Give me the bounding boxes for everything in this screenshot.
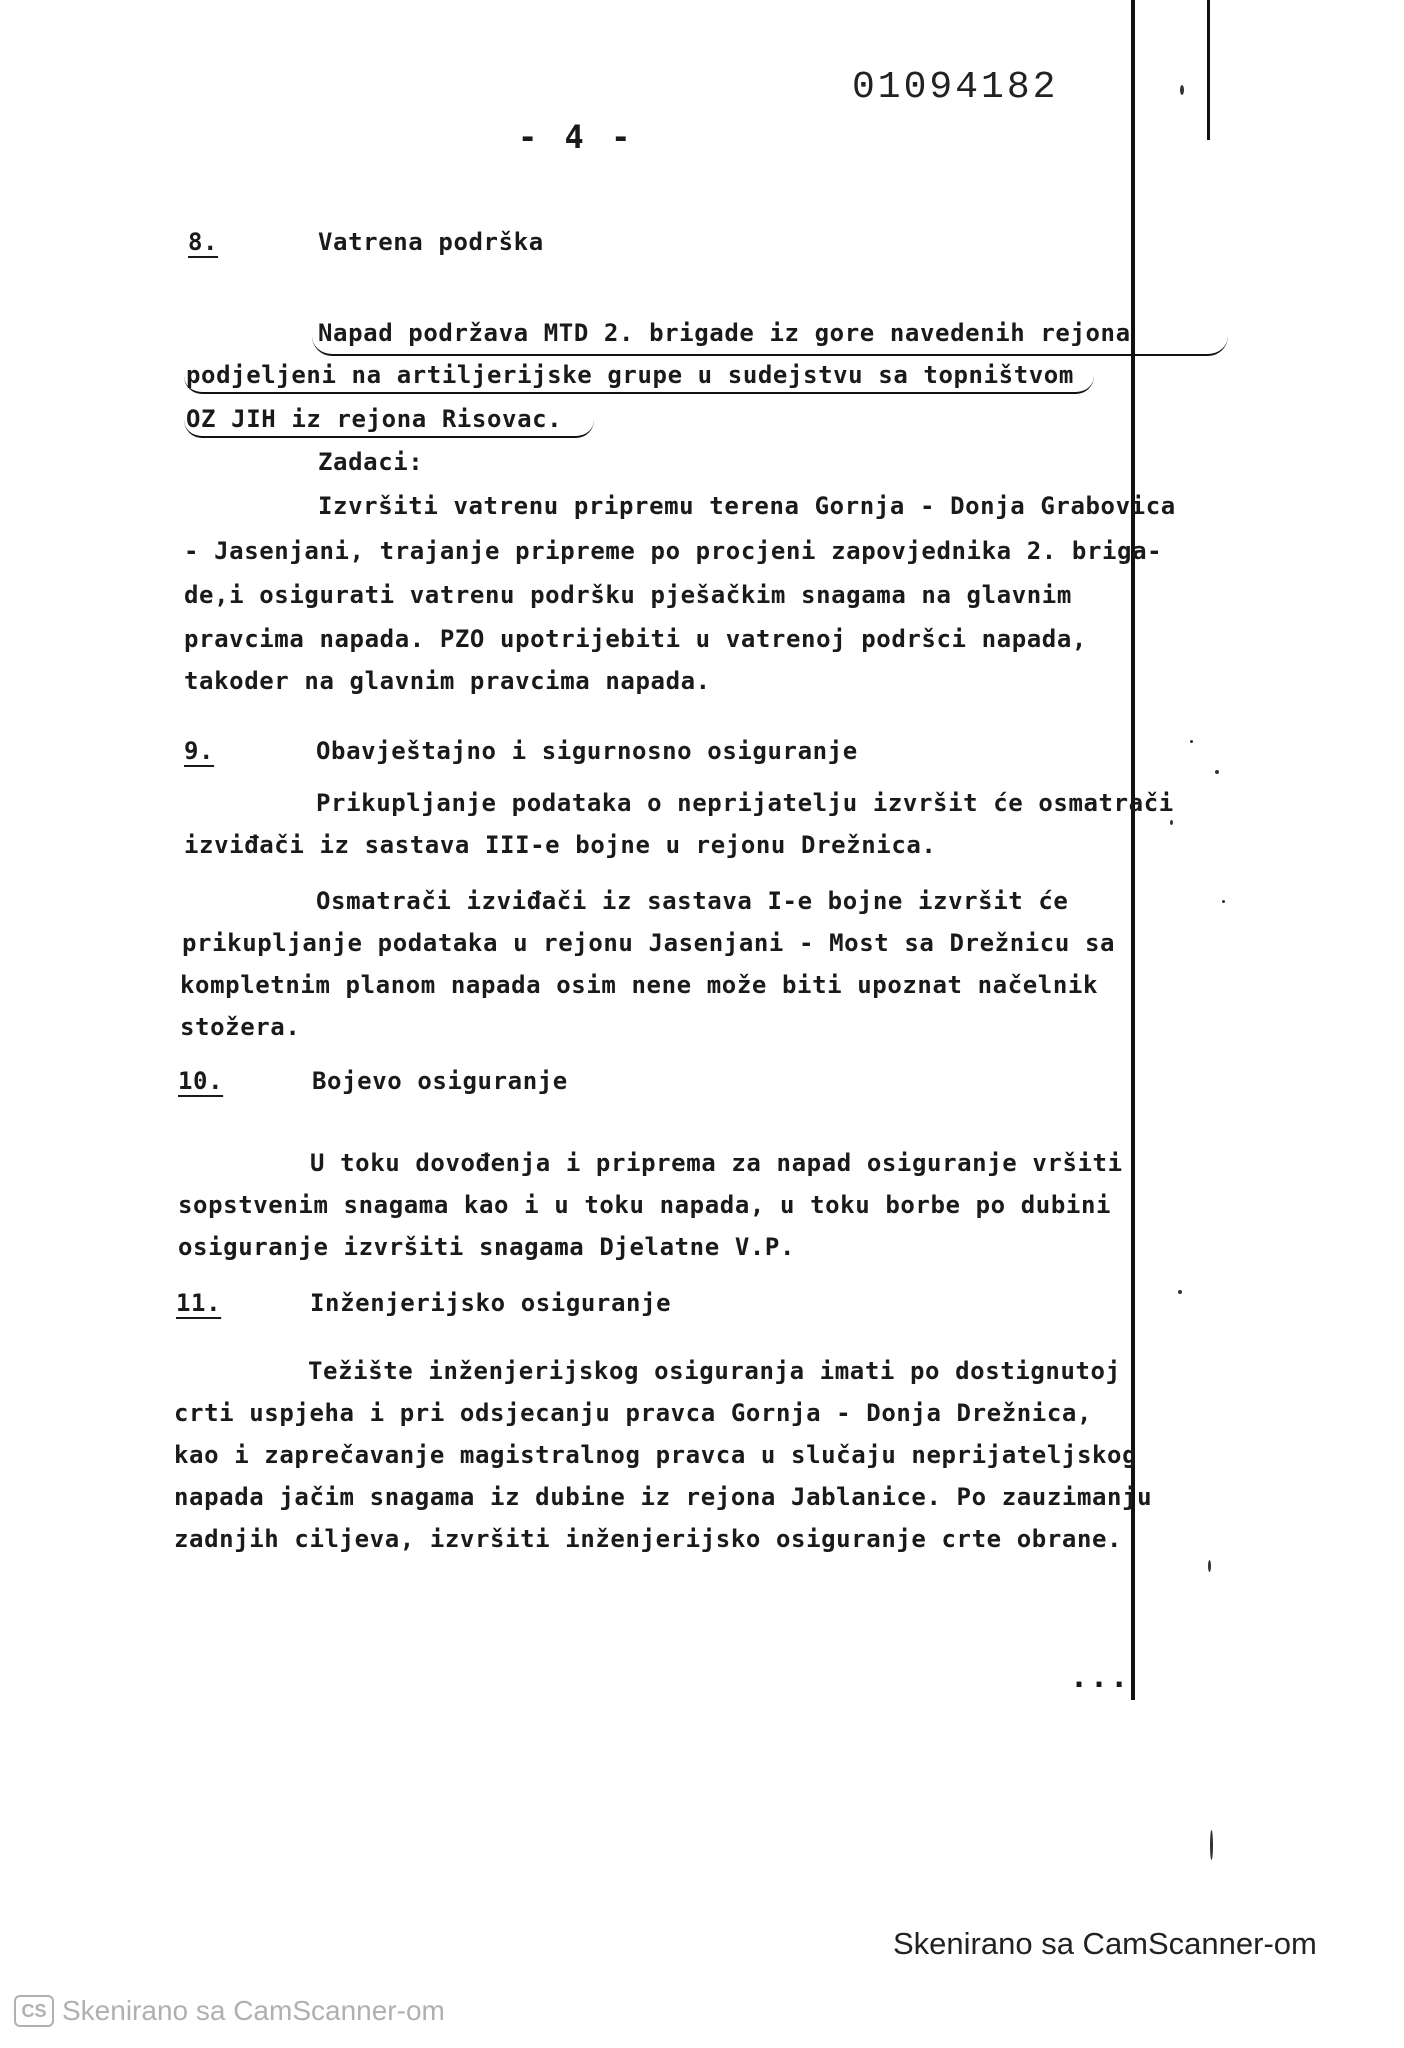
handwritten-underline	[312, 336, 1228, 356]
page-number: - 4 -	[518, 118, 635, 156]
section-9-line: Prikupljanje podataka o neprijatelju izvršit će osmatrači	[316, 789, 1174, 817]
section-8-line: Zadaci:	[318, 448, 424, 476]
section-9-line: Osmatrači izviđači iz sastava I-e bojne izvršit će	[316, 887, 1069, 915]
section-9-line: stožera.	[180, 1013, 301, 1041]
section-8-line: de,i osigurati vatrenu podršku pješačkim snagama na glavnim	[184, 581, 1072, 609]
section-8-line: takoder na glavnim pravcima napada.	[184, 667, 711, 695]
scan-speck	[1170, 820, 1173, 825]
scan-speck	[1178, 1290, 1182, 1294]
handwritten-underline	[184, 420, 594, 438]
scan-speck	[1190, 740, 1193, 743]
section-11-line: Težište inženjerijskog osiguranja imati po dostignutoj	[308, 1357, 1121, 1385]
section-8-line: pravcima napada. PZO upotrijebiti u vatrenoj podršci napada,	[184, 625, 1087, 653]
section-9-line: kompletnim planom napada osim nene može biti upoznat načelnik	[180, 971, 1099, 999]
section-9-title: Obavještajno i sigurnosno osiguranje	[316, 737, 858, 765]
section-10-line: osiguranje izvršiti snagama Djelatne V.P.	[178, 1233, 796, 1261]
section-8-line: - Jasenjani, trajanje pripreme po procjeni zapovjednika 2. briga-	[184, 537, 1163, 565]
section-11-line: crti uspjeha i pri odsjecanju pravca Gornja - Donja Drežnica,	[174, 1399, 1093, 1427]
section-11-line: napada jačim snagama iz dubine iz rejona Jablanice. Po zauzimanju	[174, 1483, 1153, 1511]
section-11-number: 11.	[176, 1289, 222, 1317]
section-8-line: Izvršiti vatrenu pripremu terena Gornja - Donja Grabovica	[318, 492, 1176, 520]
section-11-line: kao i zaprečavanje magistralnog pravca u slučaju neprijateljskog	[174, 1441, 1138, 1469]
document-number: 01094182	[852, 66, 1059, 109]
scanner-watermark: Skenirano sa CamScanner-om	[893, 1926, 1317, 1961]
continuation-mark: ...	[1070, 1660, 1131, 1695]
section-8-line: Napad podržava MTD 2. brigade iz gore navedenih rejona	[318, 319, 1131, 347]
section-8-title: Vatrena podrška	[318, 228, 544, 256]
section-10-title: Bojevo osiguranje	[312, 1067, 568, 1095]
section-8-number: 8.	[188, 228, 219, 256]
scanner-footer	[14, 1995, 445, 2027]
scan-speck	[1222, 900, 1225, 903]
handwritten-underline	[184, 376, 1094, 394]
scan-speck	[1215, 770, 1219, 774]
scan-speck	[1208, 1560, 1211, 1572]
margin-rule-line-top	[1207, 0, 1210, 140]
section-9-number: 9.	[184, 737, 215, 765]
section-11-title: Inženjerijsko osiguranje	[310, 1289, 672, 1317]
section-9-line: prikupljanje podataka u rejonu Jasenjani - Most sa Drežnicu sa	[182, 929, 1116, 957]
scan-speck	[1210, 1830, 1213, 1860]
section-8-line: podjeljeni na artiljerijske grupe u sudejstvu sa topništvom	[186, 361, 1074, 389]
section-10-line: sopstvenim snagama kao i u toku napada, u toku borbe po dubini	[178, 1191, 1112, 1219]
section-10-line: U toku dovođenja i priprema za napad osiguranje vršiti	[310, 1149, 1123, 1177]
scan-speck	[1180, 85, 1184, 95]
section-9-line: izviđači iz sastava III-e bojne u rejonu Drežnica.	[184, 831, 937, 859]
section-11-line: zadnjih ciljeva, izvršiti inženjerijsko osiguranje crte obrane.	[174, 1525, 1123, 1553]
scanner-footer-text: Skenirano sa CamScanner-om	[62, 1995, 445, 2026]
section-10-number: 10.	[178, 1067, 224, 1095]
camscanner-logo-icon: CS	[14, 1995, 54, 2027]
section-8-line: OZ JIH iz rejona Risovac.	[186, 405, 563, 433]
